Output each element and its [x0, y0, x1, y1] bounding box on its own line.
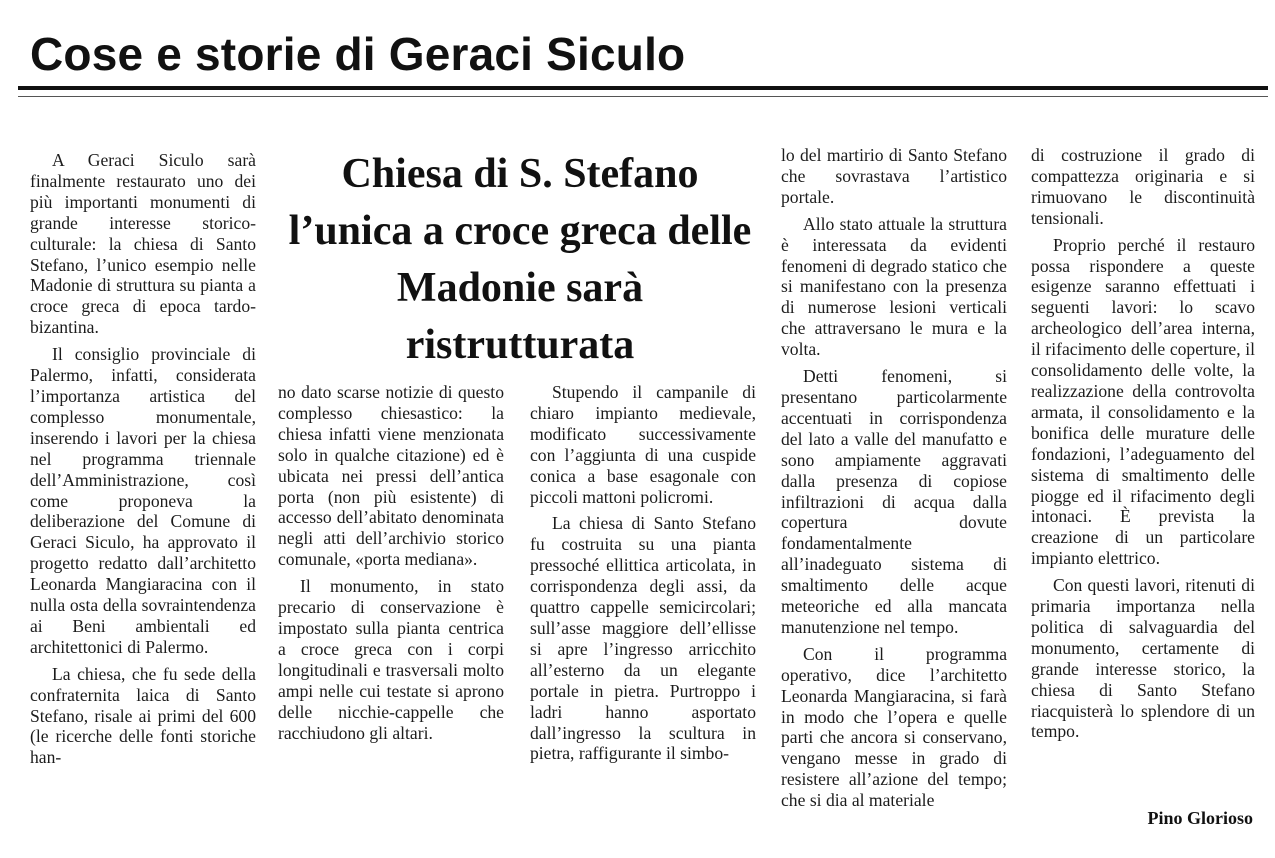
- author-byline: Pino Glorioso: [1147, 808, 1253, 828]
- paragraph: Il monumento, in stato precario di conservazione è impostato sulla pianta centrica a croce greca con i corpi longitudinali e trasversali molto ampi nelle cui testate si aprono delle nicchie-cappelle che racchiudono gli altari.: [278, 576, 504, 743]
- paragraph: no dato scarse notizie di questo complesso chiesastico: la chiesa infatti viene menzionata solo in qualche citazione) ed è ubicata nei pressi dell’antica porta (non più esistente) di accesso dell’abitato denominata negli atti dell’archivio storico comunale, «porta mediana».: [278, 382, 504, 570]
- article-column-5: [1031, 145, 1255, 742]
- paragraph: Con il programma operativo, dice l’architetto Leonarda Mangiaracina, si farà in modo che l’opera e quelle parti che ancora si conservano, vengano messe in grado di resistere all’azione del tempo; che si dia al materiale: [781, 643, 1007, 811]
- paragraph: A Geraci Siculo sarà finalmente restaurato uno dei più importanti monumenti di grande interesse storico-culturale: la chiesa di Santo Stefano, l’unico esempio nelle Madonie di struttura su pianta a croce greca di epoca tardo-bizantina.: [30, 150, 256, 338]
- article-column-2: [278, 382, 504, 743]
- paragraph: Il consiglio provinciale di Palermo, infatti, considerata l’importanza artistica del complesso monumentale, inserendo i lavori per la chiesa nel programma triennale dell’Amministrazione, così come proponeva la deliberazione del Comune di Geraci Siculo, ha approvato il progetto redatto dall’architetto Leonarda Mangiaracina con il nulla osta della sovraintendenza ai Beni ambientali ed architettonici di Palermo.: [30, 344, 256, 657]
- paragraph: Detti fenomeni, si presentano particolarmente accentuati in corrispondenza del lato a valle del manufatto e sono ampiamente aggravati dalla presenza di copiose infiltrazioni di acqua dalla copertura dovute fondamentalmente all’inadeguato sistema di smaltimento delle acque meteoriche ed alla mancata manutenzione nel tempo.: [781, 366, 1007, 637]
- article-column-1: [30, 150, 256, 768]
- article-headline: Chiesa di S. Stefano l’unica a croce greca delle Madonie sarà ristrutturata: [288, 151, 752, 368]
- article-column-4: [781, 145, 1007, 811]
- article-column-3: [530, 382, 756, 764]
- title-rule-thin: [18, 96, 1268, 97]
- paragraph: La chiesa, che fu sede della confraternita laica di Santo Stefano, risale ai primi del 600 (le ricerche delle fonti storiche han-: [30, 663, 256, 768]
- paragraph: La chiesa di Santo Stefano fu costruita su una pianta pressoché ellittica articolata, in corrispondenza degli assi, da quattro cappelle semicircolari; sull’asse maggiore dell’ellisse si apre l’ingresso arricchito all’esterno da un elegante portale in pietra. Purtroppo i ladri hanno asportato dall’ingresso la scultura in pietra, raffigurante il simbo-: [530, 513, 756, 764]
- section-title: Cose e storie di Geraci Siculo: [30, 28, 686, 80]
- paragraph: di costruzione il grado di compattezza originaria e si rimuovano le discontinuità tensionali.: [1031, 145, 1255, 228]
- paragraph: Stupendo il campanile di chiaro impianto medievale, modificato successivamente con l’aggiunta di una cuspide conica a base esagonale con piccoli mattoni policromi.: [530, 382, 756, 507]
- paragraph: Proprio perché il restauro possa rispondere a queste esigenze saranno effettuati i seguenti lavori: lo scavo archeologico dell’area interna, il rifacimento delle coperture, il consolidamento delle volte, la realizzazione della controvolta armata, il consolidamento e la bonifica delle murature delle fondazioni, l’adeguamento del sistema di smaltimento delle piogge ed il rifacimento degli intonaci. È prevista la creazione di un particolare impianto elettrico.: [1031, 234, 1255, 569]
- paragraph: Allo stato attuale la struttura è interessata da evidenti fenomeni di degrado statico che si manifestano con la presenza di numerose lesioni verticali che attraversano le mura e la volta.: [781, 213, 1007, 360]
- title-rule: [18, 86, 1268, 90]
- paragraph: lo del martirio di Santo Stefano che sovrastava l’artistico portale.: [781, 145, 1007, 207]
- paragraph: Con questi lavori, ritenuti di primaria importanza nella politica di salvaguardia del monumento, certamente di grande interesse storico, la chiesa di Santo Stefano riacquisterà lo splendore di un tempo.: [1031, 575, 1255, 742]
